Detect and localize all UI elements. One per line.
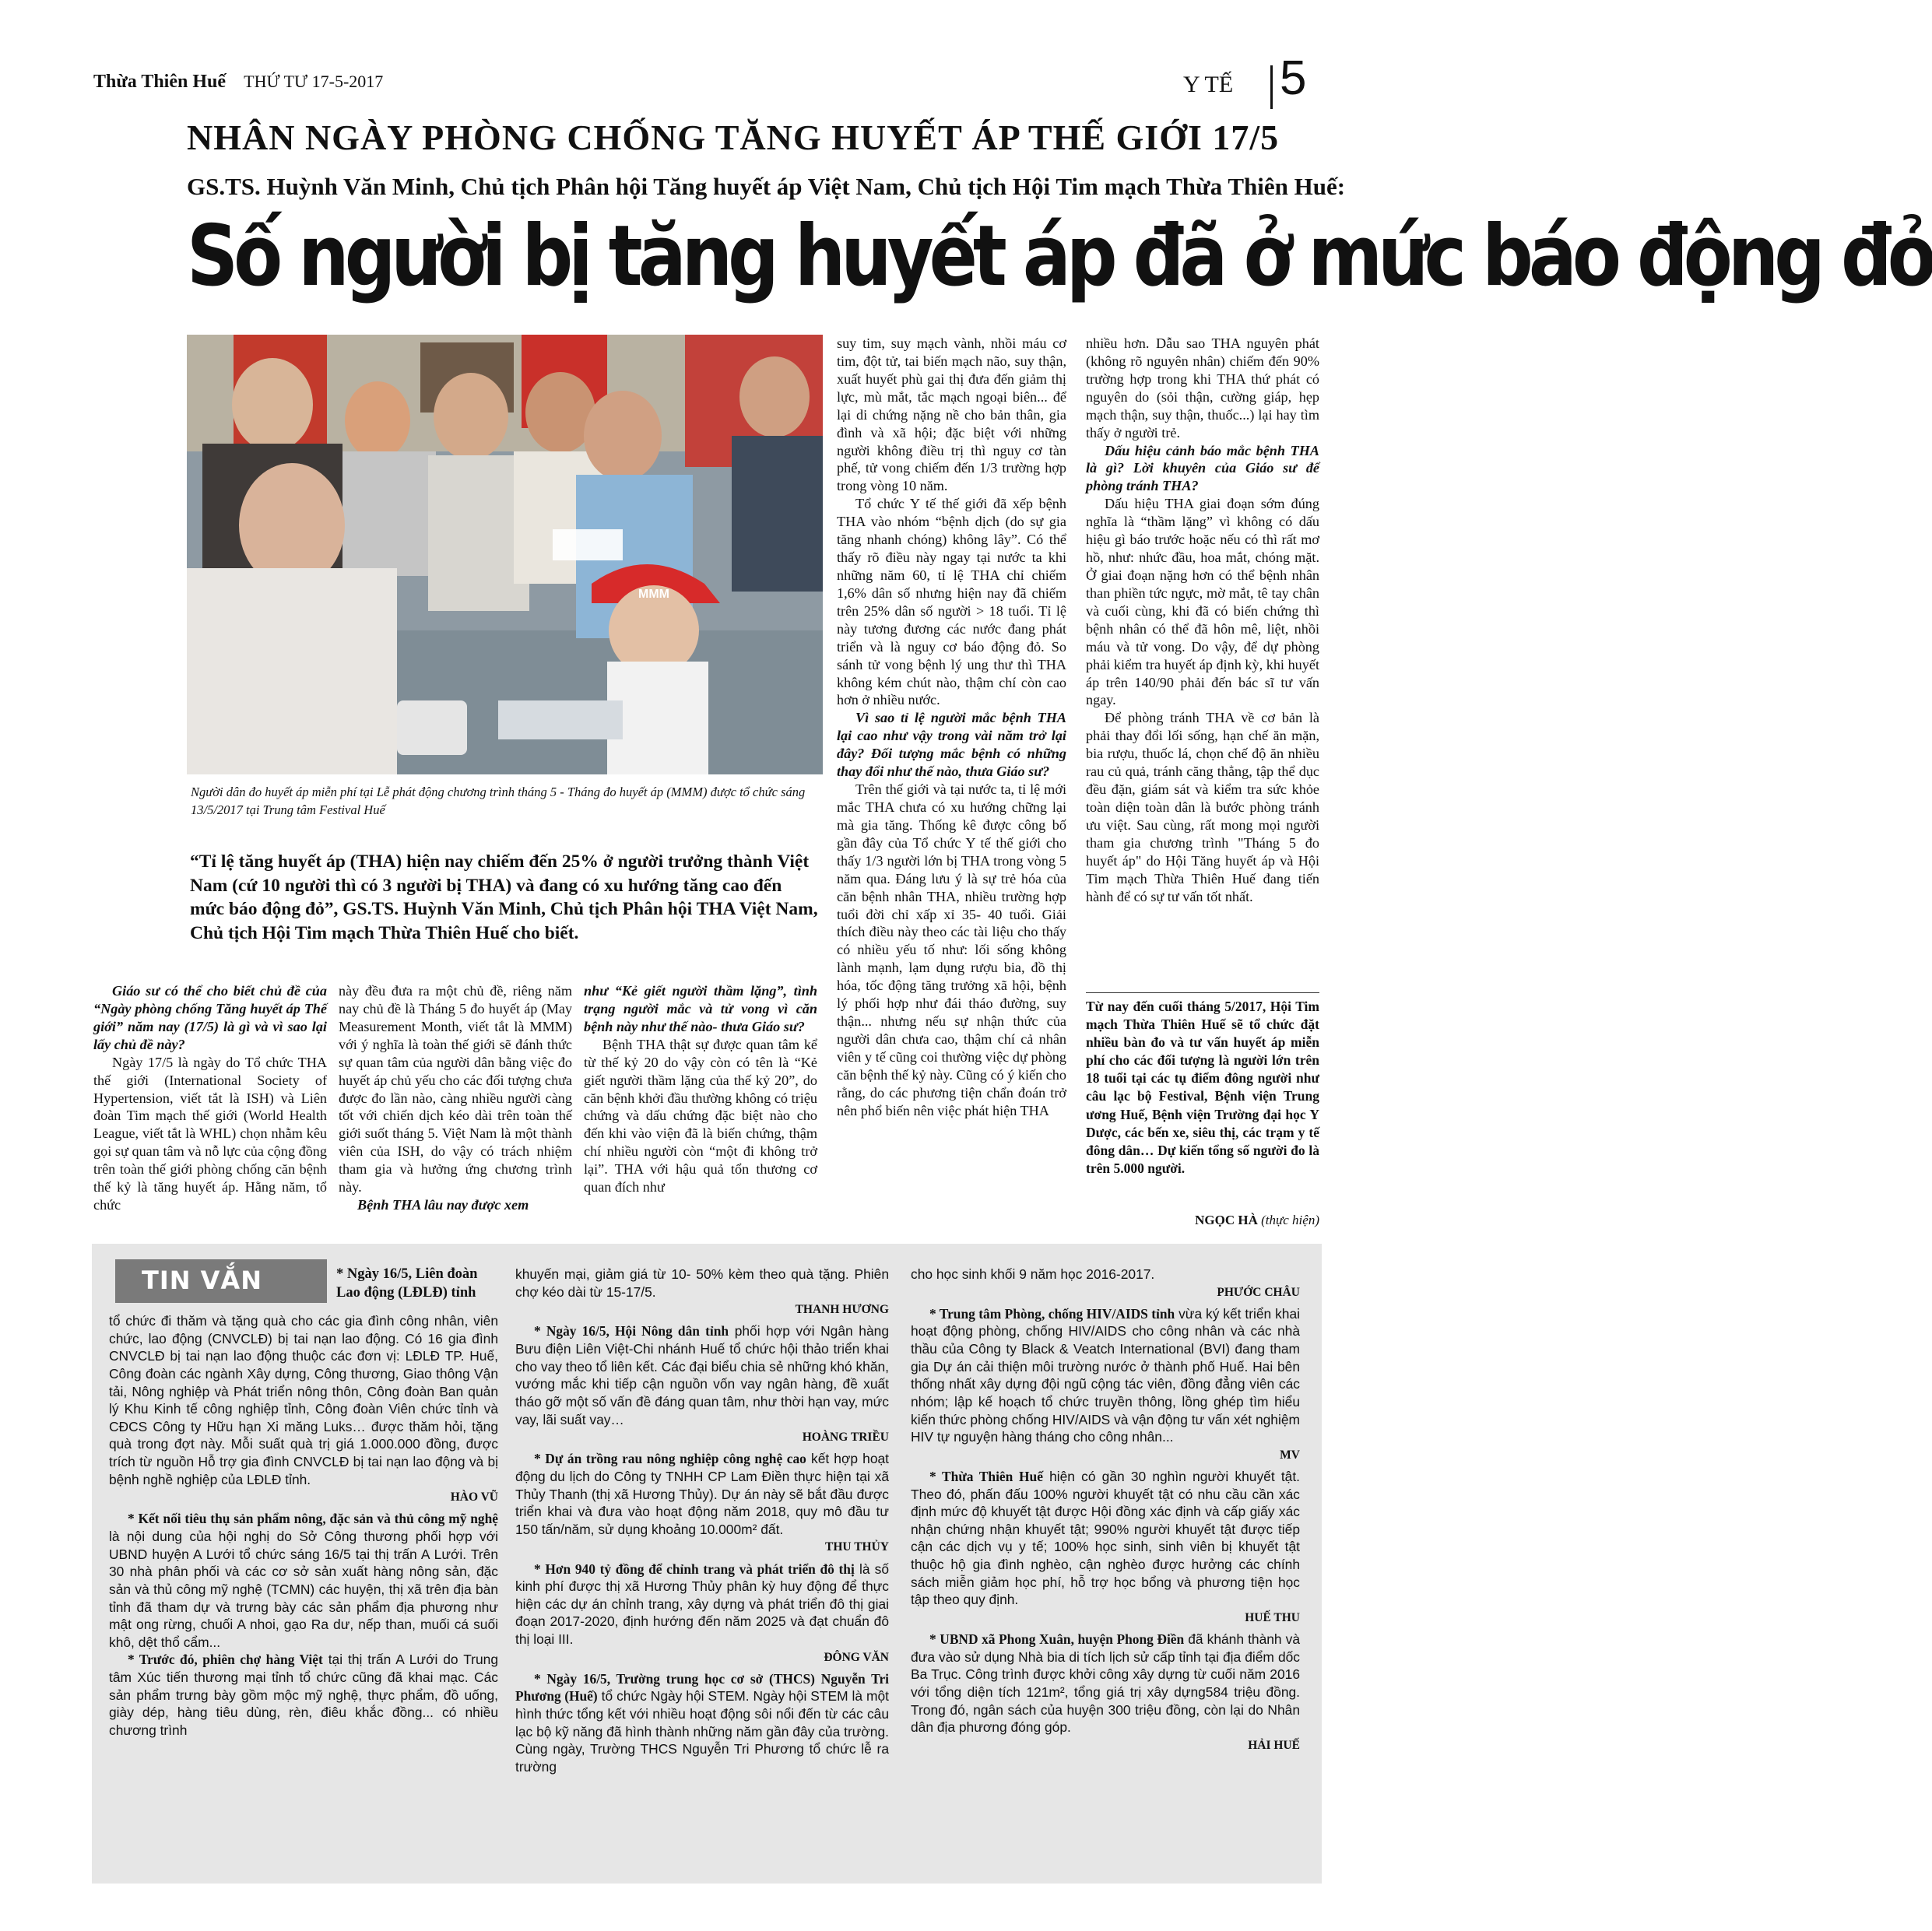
page-number: 5 (1280, 51, 1307, 105)
brief-body: kết hợp hoạt động du lịch do Công ty TNHH CP Lam Điền thực hiện tại xã Thủy Thanh (thị xã Hương Thủy). Dự án này sẽ bắt đầu được triển khai và đưa vào hoạt động năm 2018, quy mô đầu tư 150 tấn/năm, sử dụng khoảng 10.000m² đất. (515, 1451, 889, 1537)
brief-item (911, 1631, 1300, 1736)
section-divider (1270, 65, 1273, 109)
brief-signature: HẢI HUẾ (1248, 1738, 1300, 1752)
brief-body: là số kinh phí được thị xã Hương Thủy phân kỳ huy động để thực hiện các dự án chỉnh trang, xây dựng và phát triển đô thị giai đoạn 2017-2020, định hướng đến năm 2025 và đạt chuẩn đô thị loại III. (515, 1561, 889, 1648)
brief-headline: * Trước đó, phiên chợ hàng Việt (128, 1652, 323, 1668)
answer-paragraph: Để phòng tránh THA về cơ bản là phải thay đổi lối sống, hạn chế ăn mặn, bia rượu, thuốc lá, chọn chế độ ăn nhiều rau củ quả, tránh căng thẳng, tập thể dục đều đặn, giám sát và kiểm tra sức khỏe toàn diện toàn dân là bước phòng tránh ưu việt. Sau cùng, rất mong mọi người tham gia chương trình "Tháng 5 đo huyết áp" do Hội Tăng huyết áp và Hội Tim mạch Thừa Thiên Huế đang tiến hành để có sự tư vấn tốt nhất. (1086, 710, 1319, 904)
brief-signature: HÀO VŨ (450, 1490, 498, 1504)
brief-1-headline: * Ngày 16/5, Liên đoàn Lao động (LĐLĐ) tỉnh (336, 1266, 478, 1301)
brief-headline: * UBND xã Phong Xuân, huyện Phong Điền (929, 1631, 1185, 1648)
paper-name: Thừa Thiên Huế (93, 72, 227, 92)
brief-body: tổ chức đi thăm và tặng quà cho các gia đình công nhân, viên chức, lao động (CNVCLĐ) bị tai nạn lao động. Có 16 gia đình CNVCLĐ bị tai nạn lao động thuộc các đơn vị: LĐLĐ TP. Huế, Công đoàn các ngành Xây dựng, Công thương, Giao thông Vận tải, Nông nghiệp và Phát triển nông thôn, Công đoàn Ban quản lý Khu Kinh tế công nghiệp tỉnh, Công đoàn Viên chức tỉnh và CĐCS Công ty Hữu hạn Xi măng Luks… được thăm hỏi, tặng quà trong đợt này. Mỗi suất quà trị giá 1.000.000 đồng, được trích từ nguồn Hỗ trợ gia đình CNVCLĐ bị tai nạn lao động và bị bệnh nghề nghiệp của LĐLĐ tỉnh. (109, 1313, 498, 1487)
photo-cap-text: MMM (638, 588, 669, 601)
brief-item (515, 1450, 889, 1538)
brief-item (109, 1651, 498, 1739)
answer-paragraph: này đều đưa ra một chủ đề, riêng năm nay chủ đề là Tháng 5 đo huyết áp (May Measurement Month, viết tắt là MMM) với ý nghĩa là toàn thế giới sẽ đánh thức sự quan tâm của người dân bằng việc đo huyết áp chủ yếu cho các đối tượng chưa được đo lần nào, càng nhiều người càng tốt với chiến dịch kéo dài trên toàn thế giới suốt tháng 5. Việt Nam là một thành viên của ISH, do vậy có trách nhiệm tham gia và hưởng ứng chương trình này. (339, 983, 572, 1195)
brief-body: là nội dung của hội nghị do Sở Công thương phối hợp với UBND huyện A Lưới tổ chức sáng 16/5 tại thị trấn A Lưới. Trên 30 nhà phân phối và các cơ sở sản xuất hàng nông sản, đặc sản và thủ công mỹ nghệ (TCMN) các huyện, thị xã trên địa bàn tỉnh đã tham dự và trưng bày các sản phẩm địa phương như mật ong rừng, chuối A nhoi, gạo Ra dư, nếp than, muối cá suối khô, dệt thổ cẩm... (109, 1529, 498, 1650)
brief-body: hiện có gần 30 nghìn người khuyết tật. Theo đó, phấn đấu 100% người khuyết tật có nhu cầu cần xác định mức độ khuyết tật được Hội đồng xác định và cấp giấy xác nhận chứng nhận khuyết tật; 990% người khuyết tật được tiếp cận các dịch vụ y tế; 100% học sinh, sinh viên bị khuyết tật thuộc hộ gia đình nghèo, cận nghèo được hưởng các chính sách miễn giảm học phí, hỗ trợ học bổng và phương tiện học tập theo quy định. (911, 1468, 1300, 1608)
masthead (93, 72, 383, 93)
brief-headline: * Ngày 16/5, Hội Nông dân tỉnh (534, 1323, 729, 1339)
subhead: GS.TS. Huỳnh Văn Minh, Chủ tịch Phân hội Tăng huyết áp Việt Nam, Chủ tịch Hội Tim mạch Thừa Thiên Huế: (187, 173, 1346, 200)
article-column-4 (837, 335, 1066, 1238)
brief-signature: THU THỦY (825, 1540, 889, 1554)
answer-paragraph: Trên thế giới và tại nước ta, tỉ lệ mới mắc THA chưa có xu hướng chững lại mà gia tăng. Thống kê được công bố gần đây của Tổ chức Y tế thế giới cho thấy 1/3 người lớn bị THA trong vòng 5 năm qua. Đáng lưu ý là sự trẻ hóa của căn bệnh nhân THA, nhiều trường hợp tuổi đời chỉ xấp xỉ 35- 40 tuổi. Giải thích điều này theo các tài liệu cho thấy có nhiều yếu tố như: lối sống không lành mạnh, lạm dụng rượu bia, đồ thị hóa, tốc động tăng trưởng xã hội, bệnh lý phối hợp như đái tháo đường, suy thận... nhưng nếu sự nhận thức của người dân chưa cao, thậm chí cả nhân viên y tế cũng coi thường việc dự phòng căn bệnh thế kỷ này. Cũng có ý kiến cho rằng, do các phương tiện chẩn đoán trở nên phổ biến nên việc phát hiện THA (837, 781, 1066, 1118)
brief-item (515, 1322, 889, 1428)
article-column-1 (93, 982, 327, 1231)
brief-body: tại thị trấn A Lưới do Trung tâm Xúc tiến thương mại tỉnh tổ chức cũng đã khai mạc. Các sản phẩm trưng bày gồm mộc mỹ nghệ, thực phẩm, đồ uống, giày dép, hàng tiêu dùng, rèn, điêu khắc đồng... có nhiều chương trình (109, 1652, 498, 1738)
byline (1086, 1213, 1319, 1228)
brief-item (515, 1670, 889, 1776)
answer-paragraph: Dấu hiệu THA giai đoạn sớm đúng nghĩa là “thầm lặng” vì không có dấu hiệu gì báo trước hoặc nếu có thì rất mơ hồ, như: nhức đầu, hoa mắt, chóng mặt. Ở giai đoạn nặng hơn có thể bệnh nhân than phiền tức ngực, mờ mắt, tê tay chân và cuối cùng, khi đã có biến chứng thì bệnh nhân có thể đã hôn mê, liệt, nhồi máu và tử vong. Do vậy, để dự phòng phải kiểm tra huyết áp định kỳ, khi huyết áp trên 140/90 phải đến bác sĩ tư vấn ngay. (1086, 496, 1319, 708)
brief-signature: PHƯỚC CHÂU (1217, 1285, 1300, 1299)
boxed-note: Từ nay đến cuối tháng 5/2017, Hội Tim mạch Thừa Thiên Huế sẽ tổ chức đặt nhiều bàn đo và tư vấn huyết áp miễn phí cho các đối tượng là người lớn trên 18 tuổi tại các tụ điểm đông người như câu lạc bộ Festival, Bệnh viện Trung ương Huế, Bệnh viện Trường đại học Y Dược, các bến xe, siêu thị, các trạm y tế đông dân… Dự kiến tổng số người đo là trên 5.000 người. (1086, 992, 1319, 1206)
brief-signature: MV (1280, 1448, 1300, 1462)
question-2: Bệnh THA lâu nay được xem (357, 1197, 529, 1213)
brief-body: cho học sinh khối 9 năm học 2016-2017. (911, 1266, 1155, 1282)
brief-item (515, 1561, 889, 1648)
brief-body: đã khánh thành và đưa vào sử dụng Nhà bia di tích lịch sử cấp tỉnh tại địa điểm dốc Ba Trục. Công trình được khởi công xây dựng từ cuối năm 2016 với tổng diện tích 121m², tổng giá trị xây dựng584 triệu đồng. Trong đó, ngân sách của huyện 300 triệu đồng, còn lại do Nhân dân địa phương đóng góp. (911, 1631, 1301, 1736)
section-name: Y TẾ (1183, 72, 1234, 97)
brief-body: khuyến mại, giảm giá từ 10- 50% kèm theo quà tặng. Phiên chợ kéo dài từ 15-17/5. (515, 1266, 889, 1300)
brief-signature: THANH HƯƠNG (795, 1303, 889, 1317)
brief-signature: ĐÔNG VĂN (824, 1650, 889, 1664)
brief-headline: * Dự án trồng rau nông nghiệp công nghệ cao (534, 1451, 806, 1467)
lead-paragraph: “Tỉ lệ tăng huyết áp (THA) hiện nay chiếm đến 25% ở người trưởng thành Việt Nam (cứ 10 người thì có 3 người bị THA) và đang có xu hướng tăng cao đến mức báo động đỏ”, GS.TS. Huỳnh Văn Minh, Chủ tịch Phân hội THA Việt Nam, Chủ tịch Hội Tim mạch Thừa Thiên Huế cho biết. (190, 851, 818, 943)
brief-headline: * Ngày 16/5, Trường trung học cơ sở (THCS) Nguyễn Tri Phương (Huế) (515, 1670, 889, 1705)
section-header (1183, 51, 1323, 109)
question-3: Vì sao tỉ lệ người mắc bệnh THA lại cao như vậy trong vài năm trở lại đây? Đối tượng mắc bệnh có những thay đổi như thế nào, thưa Giáo sư? (837, 710, 1066, 780)
brief-headline: * Kết nối tiêu thụ sản phẩm nông, đặc sản và thủ công mỹ nghệ (128, 1511, 498, 1527)
brief-headline: * Thừa Thiên Huế (929, 1468, 1043, 1484)
issue-date: THỨ TƯ 17-5-2017 (244, 72, 384, 91)
briefs-column-3 (911, 1266, 1300, 1880)
answer-paragraph: Ngày 17/5 là ngày do Tổ chức THA thế giới (International Society of Hypertension, viết tắt là ISH) và Liên đoàn Tim mạch thế giới (World Health League, viết tắt là WHL) chọn nhằm kêu gọi sự quan tâm và nỗ lực của cộng đồng trên toàn thế giới phòng chống căn bệnh thế kỷ là tăng huyết áp. Hằng năm, tổ chức (93, 1054, 327, 1213)
brief-item (911, 1468, 1300, 1609)
photo-caption: Người dân đo huyết áp miễn phí tại Lễ phát động chương trình tháng 5 - Tháng đo huyết áp (MMM) được tổ chức sáng 13/5/2017 tại Trung tâm Festival Huế (191, 785, 806, 818)
byline-name: NGỌC HÀ (1195, 1213, 1258, 1227)
kicker: NHÂN NGÀY PHÒNG CHỐNG TĂNG HUYẾT ÁP THẾ GIỚI 17/5 (187, 118, 1280, 157)
article-photo (187, 335, 823, 774)
news-briefs-title: TIN VẮN (142, 1266, 262, 1295)
headline: Số người bị tăng huyết áp đã ở mức báo động đỏ (187, 208, 1932, 305)
answer-paragraph: Bệnh THA thật sự được quan tâm kể từ thế kỷ 20 do vậy còn có tên là “Kẻ giết người thầm lặng của thế kỷ 20”, do căn bệnh khởi đầu thường không có triệu chứng và dấu chứng đặc biệt nào cho đến khi vào viện đã là biến chứng, thậm chí nhiều người còn “một đi không trở lại”. THA với hậu quả tổn thương cơ quan đích như (584, 1036, 817, 1195)
brief-body: tổ chức Ngày hội STEM. Ngày hội STEM là một hình thức tổng kết với nhiều hoạt động sôi nổi đến từ các câu lạc bộ kỹ năng đã hình thành những năm gần đây của trường. Cùng ngày, Trường THCS Nguyễn Tri Phương tổ chức lễ ra trường (515, 1688, 889, 1775)
article-column-5 (1086, 335, 1319, 988)
brief-headline: * Hơn 940 tỷ đồng để chỉnh trang và phát triển đô thị (534, 1561, 855, 1577)
briefs-column-2 (515, 1266, 889, 1880)
byline-role: (thực hiện) (1261, 1213, 1319, 1227)
brief-headline: * Trung tâm Phòng, chống HIV/AIDS tỉnh (929, 1305, 1175, 1322)
briefs-column-1 (109, 1312, 498, 1880)
article-column-2 (339, 982, 572, 1231)
brief-signature: HOÀNG TRIỀU (802, 1431, 889, 1445)
article-column-3 (584, 982, 817, 1231)
answer-paragraph: nhiều hơn. Dẫu sao THA nguyên phát (không rõ nguyên nhân) chiếm đến 90% trường hợp trong khi THA thứ phát có nguyên do (sỏi thận, cường giáp, hẹp mạch thận, suy thận, thuốc...) lại hay tìm thấy ở người trẻ. (1086, 335, 1319, 441)
news-briefs-label (115, 1259, 327, 1303)
brief-body: vừa ký kết triển khai hoạt động phòng, chống HIV/AIDS cho công nhân và các nhà thầu của Công ty Black & Veatch International (BVI) đang tham gia Dự án cải thiện môi trường nước ở thành phố Huế. Hai bên thống nhất xây dựng đội ngũ cộng tác viên, đồng đẳng viên các nhóm; lập kế hoạch tổ chức truyền thông, lồng ghép tìm hiểu kiến thức phòng chống HIV/AIDS và vận động tư vấn xét nghiệm HIV tự nguyện hàng tháng cho công nhân... (911, 1305, 1300, 1445)
answer-paragraph: suy tim, suy mạch vành, nhồi máu cơ tim, đột tử, tai biến mạch não, suy thận, xuất huyết phù gai thị đưa đến giảm thị lực, mù mắt, tắc mạch ngoại biên... để lại di chứng nặng nề cho bản thân, gia đình và xã hội; đặc biệt với những người không điều trị thì nguy cơ tàn phế, tử vong chiếm đến 1/3 trường hợp trong vòng 10 năm. (837, 335, 1066, 494)
brief-item (911, 1305, 1300, 1446)
answer-paragraph: Tổ chức Y tế thế giới đã xếp bệnh THA vào nhóm “bệnh dịch (do sự gia tăng nhanh chóng) không lây”. Có thể thấy rõ điều này ngay tại nước ta khi những năm 60, tỉ lệ THA chỉ chiếm 1,6% dân số nhưng hiện nay đã chiếm trên 25% dân số người > 18 tuổi. Tỉ lệ này tương đương các nước đang phát triển và là nguy cơ báo động đỏ. So sánh tử vong bệnh lý ung thư thì THA không kém chút nào, thậm chí còn cao hơn ở nhiều nước. (837, 496, 1066, 708)
brief-item (109, 1510, 498, 1651)
question-1: Giáo sư có thể cho biết chủ đề của “Ngày phòng chống Tăng huyết áp Thế giới” năm nay (17/5) là gì và vì sao lại lấy chủ đề này? (93, 983, 327, 1052)
question-2-continued: như “Kẻ giết người thầm lặng”, tình trạng người mắc và tử vong vì căn bệnh này như thế nào- thưa Giáo sư? (584, 983, 817, 1034)
question-4: Dấu hiệu cảnh báo mắc bệnh THA là gì? Lời khuyên của Giáo sư để phòng tránh THA? (1086, 442, 1319, 494)
brief-body: phối hợp với Ngân hàng Bưu điện Liên Việt-Chi nhánh Huế tổ chức hội thảo triển khai cho vay theo tổ liên kết. Các đại biểu chia sẻ những khó khăn, vướng mắc khi tiếp cận nguồn vốn vay ngân hàng, đề xuất tháo gỡ một số vấn đề đáng quan tâm, như thời hạn vay, mức vay, lãi suất vay… (515, 1323, 889, 1427)
brief-signature: HUẾ THU (1245, 1610, 1300, 1624)
